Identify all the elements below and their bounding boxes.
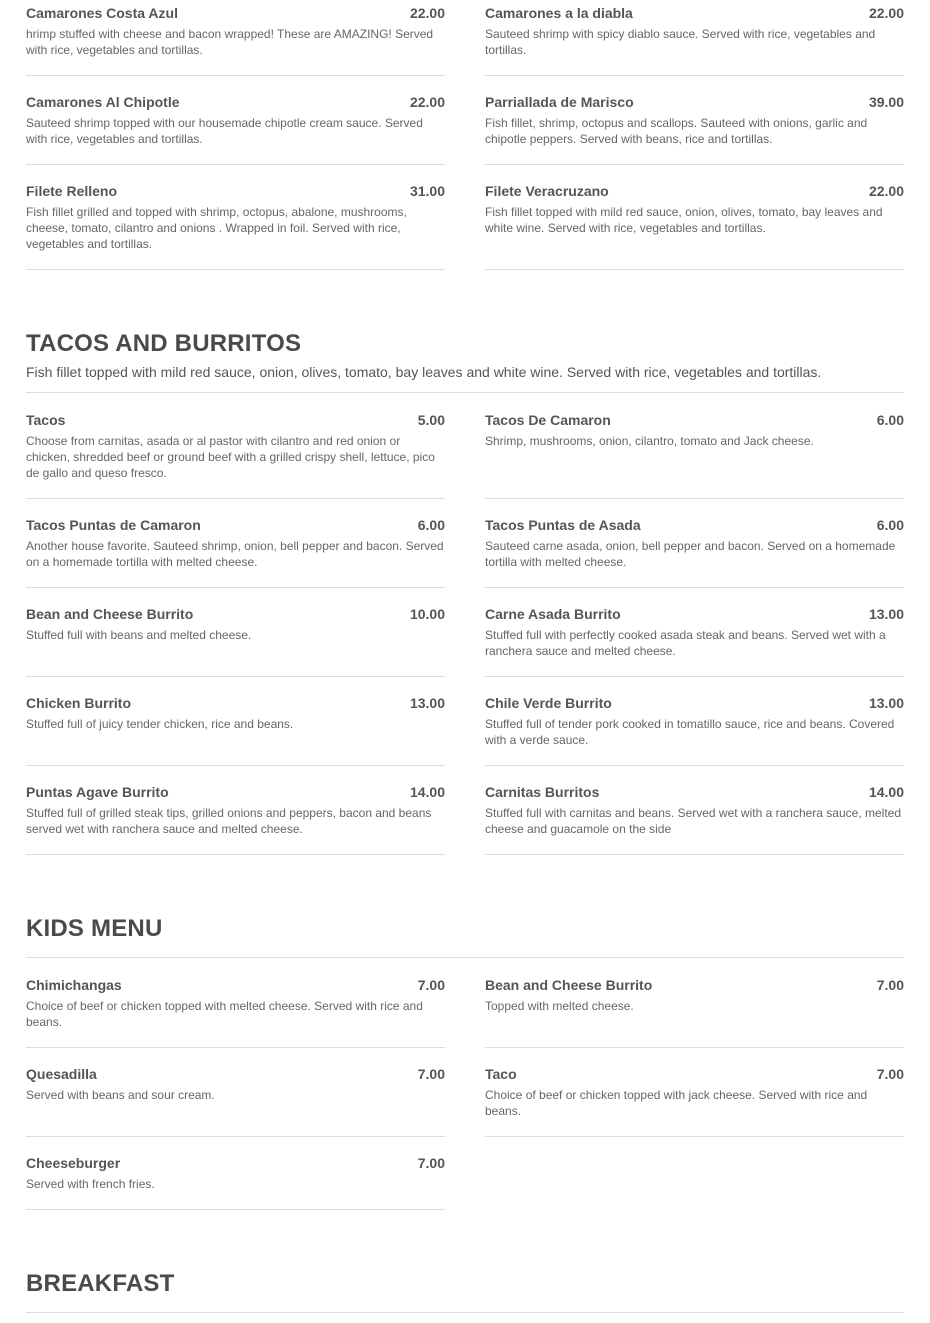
- menu-item: [26, 976, 445, 1048]
- menu-item: [485, 783, 904, 855]
- item-description: Fish fillet grilled and topped with shrimp, octopus, abalone, mushrooms, cheese, tomato, cilantro and onions . Wrapped in foil. Served with rice, vegetables and tortillas.: [26, 205, 407, 251]
- menu-item: [485, 1065, 904, 1137]
- item-price: 7.00: [417, 1066, 445, 1082]
- section-title: TACOS AND BURRITOS: [26, 330, 302, 357]
- item-name: Carnitas Burritos: [485, 784, 600, 800]
- item-description: Stuffed full with beans and melted cheese.: [26, 628, 252, 642]
- item-price: 7.00: [417, 1155, 445, 1171]
- item-description: Topped with melted cheese.: [485, 999, 634, 1013]
- item-name: Tacos De Camaron: [485, 412, 611, 428]
- item-price: 31.00: [409, 183, 445, 199]
- menu-item: [26, 411, 445, 499]
- item-price: 22.00: [409, 94, 445, 110]
- item-price: 22.00: [409, 5, 445, 21]
- item-price: 6.00: [876, 412, 904, 428]
- menu-item: [26, 605, 445, 677]
- menu-item: [26, 93, 445, 165]
- item-description: Choose from carnitas, asada or al pastor with cilantro and red onion or chicken, shredded beef or ground beef with a grilled crispy shell, lettuce, pico de gallo and queso fresco.: [26, 434, 435, 480]
- item-name: Filete Veracruzano: [485, 183, 609, 199]
- item-price: 14.00: [868, 784, 904, 800]
- item-price: 7.00: [417, 977, 445, 993]
- item-description: Sauteed shrimp topped with our housemade chipotle cream sauce. Served with rice, vegetables and tortillas.: [26, 116, 423, 146]
- item-price: 5.00: [417, 412, 445, 428]
- item-price: 22.00: [868, 5, 904, 21]
- item-name: Camarones a la diabla: [485, 5, 633, 21]
- menu-item: [26, 1065, 445, 1137]
- item-description: Shrimp, mushrooms, onion, cilantro, tomato and Jack cheese.: [485, 434, 814, 448]
- item-name: Carne Asada Burrito: [485, 606, 621, 622]
- item-name: Bean and Cheese Burrito: [485, 977, 653, 993]
- item-description: Stuffed full of juicy tender chicken, rice and beans.: [26, 717, 294, 731]
- menu-item: [485, 516, 904, 588]
- item-name: Quesadilla: [26, 1066, 97, 1082]
- item-name: Cheeseburger: [26, 1155, 121, 1171]
- item-description: Stuffed full of grilled steak tips, grilled onions and peppers, bacon and beans served wet with ranchera sauce and melted cheese.: [26, 806, 432, 836]
- menu-item: [485, 411, 904, 499]
- item-description: Fish fillet topped with mild red sauce, onion, olives, tomato, bay leaves and white wine. Served with rice, vegetables and tortillas.: [485, 205, 883, 235]
- item-name: Taco: [485, 1066, 517, 1082]
- item-name: Parriallada de Marisco: [485, 94, 634, 110]
- item-price: 13.00: [868, 606, 904, 622]
- menu-item: [485, 976, 904, 1048]
- menu-item: [26, 182, 445, 270]
- item-description: Stuffed full with perfectly cooked asada steak and beans. Served wet with a ranchera sauce and melted cheese.: [485, 628, 886, 658]
- menu-item: [26, 4, 445, 76]
- item-price: 6.00: [876, 517, 904, 533]
- menu-item: [26, 516, 445, 588]
- item-price: 14.00: [409, 784, 445, 800]
- menu-item: [26, 694, 445, 766]
- menu-item: [485, 605, 904, 677]
- item-description: Sauteed shrimp with spicy diablo sauce. Served with rice, vegetables and tortillas.: [485, 27, 876, 57]
- item-name: Camarones Costa Azul: [26, 5, 178, 21]
- item-name: Filete Relleno: [26, 183, 118, 199]
- item-description: Stuffed full with carnitas and beans. Served wet with a ranchera sauce, melted cheese and guacamole on the side: [485, 806, 902, 836]
- menu-item: [26, 1154, 445, 1210]
- item-description: Choice of beef or chicken topped with melted cheese. Served with rice and beans.: [26, 999, 423, 1029]
- item-name: Chile Verde Burrito: [485, 695, 612, 711]
- item-description: Served with french fries.: [26, 1177, 155, 1191]
- section-description: Fish fillet topped with mild red sauce, onion, olives, tomato, bay leaves and white wine. Served with rice, vegetables and tortillas.: [26, 364, 822, 380]
- item-price: 39.00: [868, 94, 904, 110]
- menu-item: [485, 694, 904, 766]
- item-description: Choice of beef or chicken topped with jack cheese. Served with rice and beans.: [485, 1088, 868, 1118]
- item-description: Fish fillet, shrimp, octopus and scallops. Sauteed with onions, garlic and chipotle peppers. Served with beans, rice and tortillas.: [485, 116, 868, 146]
- item-price: 13.00: [868, 695, 904, 711]
- item-name: Tacos Puntas de Camaron: [26, 517, 201, 533]
- menu-item: [26, 783, 445, 855]
- item-description: hrimp stuffed with cheese and bacon wrapped! These are AMAZING! Served with rice, vegetables and tortillas.: [26, 27, 434, 57]
- item-description: Another house favorite. Sauteed shrimp, onion, bell pepper and bacon. Served on a homemade tortilla with melted cheese.: [26, 539, 444, 569]
- section-divider: [26, 1312, 904, 1313]
- section-divider: [26, 957, 904, 958]
- item-price: 22.00: [868, 183, 904, 199]
- item-name: Tacos: [26, 412, 66, 428]
- item-name: Tacos Puntas de Asada: [485, 517, 641, 533]
- menu-item: [485, 182, 904, 270]
- menu-item: [485, 4, 904, 76]
- section-divider: [26, 392, 904, 393]
- menu-item: [485, 93, 904, 165]
- item-price: 7.00: [876, 1066, 904, 1082]
- item-price: 13.00: [409, 695, 445, 711]
- item-price: 6.00: [417, 517, 445, 533]
- item-description: Sauteed carne asada, onion, bell pepper and bacon. Served on a homemade tortilla with melted cheese.: [485, 539, 896, 569]
- item-price: 7.00: [876, 977, 904, 993]
- item-name: Chicken Burrito: [26, 695, 132, 711]
- item-name: Puntas Agave Burrito: [26, 784, 169, 800]
- item-description: Served with beans and sour cream.: [26, 1088, 215, 1102]
- item-name: Bean and Cheese Burrito: [26, 606, 194, 622]
- section-title: KIDS MENU: [26, 915, 163, 942]
- item-name: Camarones Al Chipotle: [26, 94, 180, 110]
- section-title: BREAKFAST: [26, 1270, 175, 1297]
- item-price: 10.00: [409, 606, 445, 622]
- item-description: Stuffed full of tender pork cooked in tomatillo sauce, rice and beans. Covered with a verde sauce.: [485, 717, 895, 747]
- item-name: Chimichangas: [26, 977, 122, 993]
